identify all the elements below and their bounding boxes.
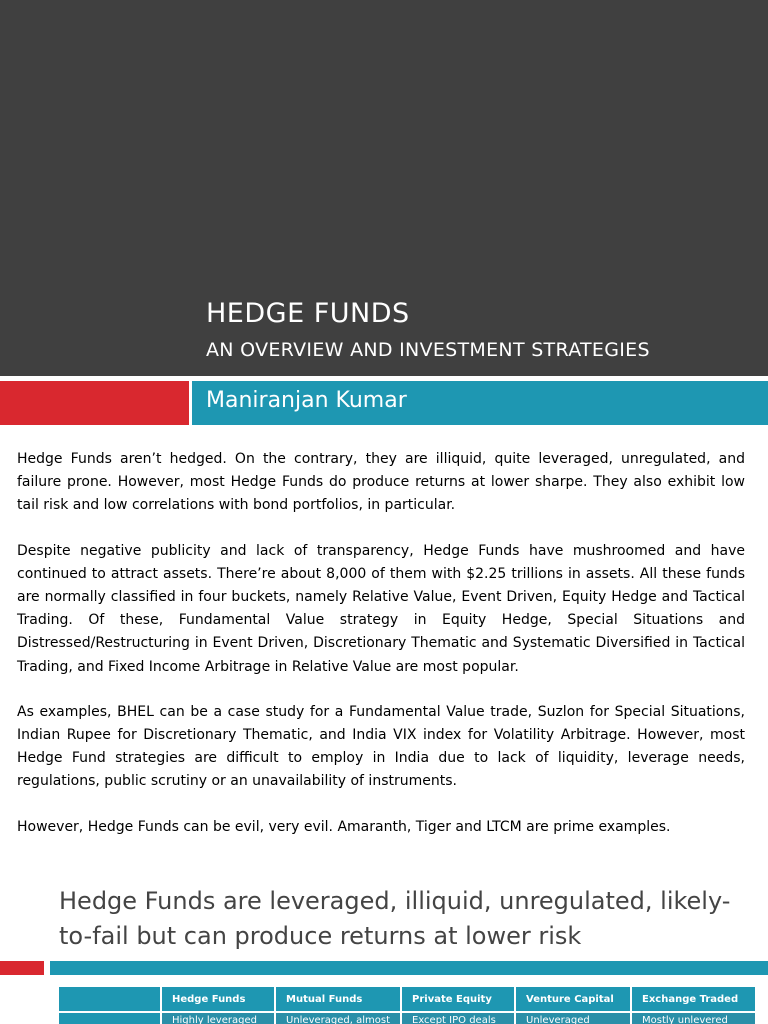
slide-title: HEDGE FUNDS <box>206 298 410 329</box>
red-accent-bar <box>0 381 189 425</box>
table-cell <box>58 1012 161 1024</box>
table-cell: Unleveraged, almost <box>275 1012 401 1024</box>
paragraph: Despite negative publicity and lack of transparency, Hedge Funds have mushroomed and have continued to attract assets. There’re about 8,000 of them with $2.25 trillions in assets. All these funds are normally classified in four buckets, namely Relative Value, Event Driven, Equity Hedge and Tactical Trading. Of these, Fundamental Value strategy in Equity Hedge, Special Situations and Distressed/Restructuring in Event Driven, Discretionary Thematic and Systematic Diversified in Tactical Trading, and Fixed Income Arbitrage in Relative Value are most popular. <box>17 542 745 675</box>
slide-subtitle: AN OVERVIEW AND INVESTMENT STRATEGIES <box>206 339 650 361</box>
paragraph: As examples, BHEL can be a case study for a Fundamental Value trade, Suzlon for Special Situations, Indian Rupee for Discretionary Thematic, and India VIX index for Volatility Arbitrage. However, most Hedge Fund strategies are difficult to employ in India due to lack of liquidity, leverage needs, regulations, public scrutiny or an unavailability of instruments. <box>17 703 745 790</box>
paragraph: Hedge Funds aren’t hedged. On the contrary, they are illiquid, quite leveraged, unregulated, and failure prone. However, most Hedge Funds do produce returns at lower sharpe. They also exhibit low tail risk and low correlations with bond portfolios, in particular. <box>17 451 745 514</box>
slide-heading: Hedge Funds are leveraged, illiquid, unregulated, likely-to-fail but can produce returns at lower risk <box>59 887 731 950</box>
paragraph: However, Hedge Funds can be evil, very evil. Amaranth, Tiger and LTCM are prime examples. <box>17 818 671 835</box>
title-background <box>0 0 768 376</box>
blue-accent-bar <box>50 961 768 975</box>
table-cell: Unleveraged <box>515 1012 631 1024</box>
table-cell: Highly leveraged <box>161 1012 275 1024</box>
document-body <box>17 448 745 861</box>
table-header-row <box>58 986 756 1012</box>
table-header-cell: Hedge Funds <box>161 986 275 1012</box>
table-header-cell: Private Equity <box>401 986 515 1012</box>
table-header-cell: Exchange Traded <box>631 986 756 1012</box>
table-cell: Mostly unlevered <box>631 1012 756 1024</box>
table-header-cell: Venture Capital <box>515 986 631 1012</box>
comparison-table <box>57 985 757 1024</box>
red-accent-bar <box>0 961 44 975</box>
author-name: Maniranjan Kumar <box>206 388 407 413</box>
title-slide <box>0 0 768 430</box>
table-cell: Except IPO deals <box>401 1012 515 1024</box>
author-bar <box>192 381 768 425</box>
table-header-cell <box>58 986 161 1012</box>
table-row <box>58 1012 756 1024</box>
table-header-cell: Mutual Funds <box>275 986 401 1012</box>
